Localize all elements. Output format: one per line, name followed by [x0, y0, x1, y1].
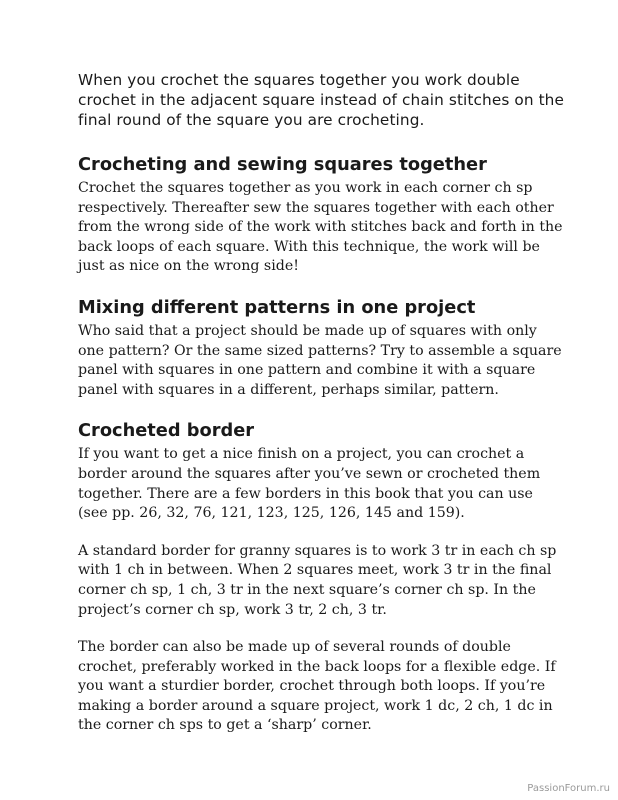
- heading-sewing-squares: Crocheting and sewing squares together: [78, 154, 487, 175]
- intro-paragraph: When you crochet the squares together you work double crochet in the adjacent square instead of chain stitches on the final round of the square you are crocheting.: [78, 71, 564, 129]
- heading-crocheted-border: Crocheted border: [78, 420, 255, 442]
- section-mixing-patterns: [78, 297, 564, 400]
- paragraph-mixing-patterns: Who said that a project should be made up of squares with only one pattern? Or the same sized patterns? Try to assemble a square panel with squares in one pattern and combine it with a square panel with squares in a different, perhaps similar, pattern.: [78, 322, 562, 398]
- paragraph-standard-border: A standard border for granny squares is to work 3 tr in each ch sp with 1 ch in between. When 2 squares meet, work 3 tr in the final corner ch sp, 1 ch, 3 tr in the next square’s corner ch sp. In the project’s corner ch sp, work 3 tr, 2 ch, 3 tr.: [78, 542, 557, 618]
- paragraph-border-intro: If you want to get a nice finish on a project, you can crochet a border around the squares after you’ve sewn or crocheted them together. There are a few borders in this book that you can use (see pp. 26, 32, 76, 121, 123, 125, 126, 145 and 159).: [78, 446, 541, 522]
- section-crocheted-border: [78, 420, 564, 736]
- document-page: [78, 70, 564, 736]
- watermark: PassionForum.ru: [527, 783, 610, 794]
- heading-mixing-patterns: Mixing different patterns in one project: [78, 296, 476, 318]
- paragraph-sewing-squares: Crochet the squares together as you work in each corner ch sp respectively. Thereafter sew the squares together with each other from the wrong side of the work with stitches back and forth in the back loops of each square. With this technique, the work will be just as nice on the wrong side!: [78, 180, 563, 275]
- section-sewing-squares: [78, 154, 564, 277]
- paragraph-double-crochet-border: The border can also be made up of several rounds of double crochet, preferably worked in the back loops for a flexible edge. If you want a sturdier border, crochet through both loops. If you’re making a border around a square project, work 1 dc, 2 ch, 1 dc in the corner ch sps to get a ‘sharp’ corner.: [78, 639, 556, 734]
